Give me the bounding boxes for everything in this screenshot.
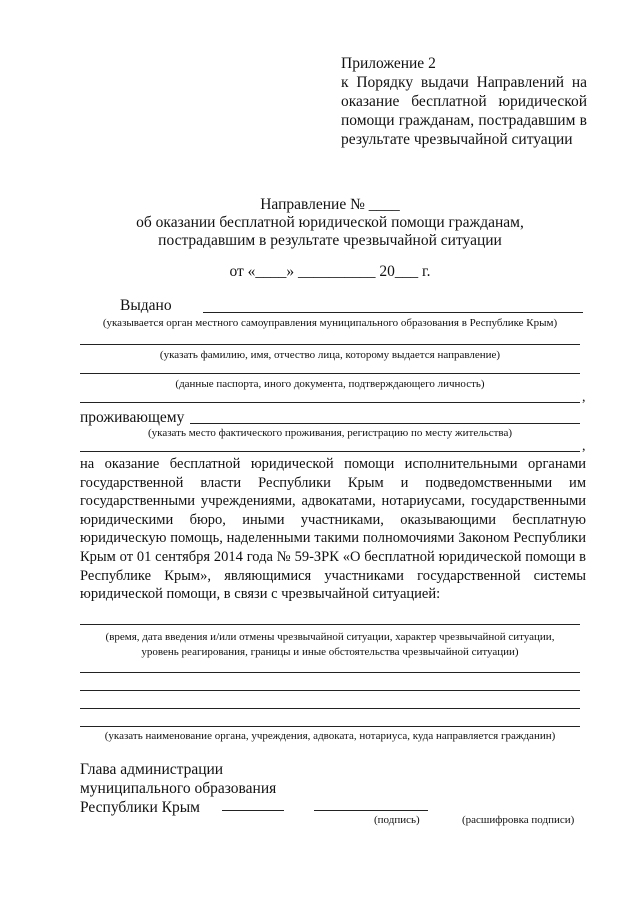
passport-caption: (данные паспорта, иного документа, подтверждающего личность) [175, 378, 485, 390]
residence-caption: (указать место фактического проживания, регистрацию по месту жительства) [147, 427, 512, 439]
main-paragraph: на оказание бесплатной юридической помощи исполнительными органами государственной власти Республики Крым и подведомственными им государственными учреждениями, адвокатами, нотариусами, государственными юридическими бюро, иными участниками, оказывающими бесплатную юридическую помощь, наделенными такими полномочиями Законом Республики Крым от 01 сентября 2014 года № 59-ЗРК «О бесплатной юридической помощи в Республике Крым», являющимися участниками государственной системы юридической помощи, в связи с чрезвычайной ситуацией: [80, 456, 586, 603]
target-line [80, 726, 580, 727]
blank-line-2 [80, 690, 580, 691]
signature-block [80, 760, 276, 817]
residence-line-2 [80, 451, 580, 452]
annex-block [341, 54, 587, 149]
signature-caption: (подпись) [374, 814, 420, 826]
blank-line-3 [80, 708, 580, 709]
comma-1: , [582, 390, 586, 405]
date-line: от «____» __________ 20___ г. [229, 263, 431, 280]
emergency-line [80, 624, 580, 625]
emergency-caption-1: (время, дата введения и/или отмены чрезвычайной ситуации, характер чрезвычайной ситуации, [105, 631, 555, 643]
annex-body: к Порядку выдачи Направлений на оказание бесплатной юридической помощи гражданам, пострадавшим в результате чрезвычайной ситуации [341, 74, 587, 148]
passport-line-2 [80, 402, 580, 403]
document-subtitle-1: об оказании бесплатной юридической помощи гражданам, [136, 214, 524, 231]
annex-title: Приложение 2 [341, 55, 436, 72]
residing-line [190, 423, 580, 424]
signature-title-2: муниципального образования [80, 780, 277, 797]
name-line [80, 344, 580, 345]
signature-title-1: Глава администрации [80, 761, 224, 778]
signature-title-3: Республики Крым [80, 799, 200, 816]
issued-caption: (указывается орган местного самоуправления муниципального образования в Республике Крым) [102, 317, 558, 329]
blank-line-1 [80, 672, 580, 673]
passport-line [80, 373, 580, 374]
name-caption: (указать фамилию, имя, отчество лица, которому выдается направление) [159, 349, 501, 361]
document-subtitle-2: пострадавшим в результате чрезвычайной ситуации [158, 232, 502, 249]
residing-label: проживающему [80, 409, 185, 426]
issued-label: Выдано [120, 297, 172, 314]
issued-line [203, 312, 583, 313]
document-title: Направление № ____ [260, 196, 400, 213]
emergency-caption-2: уровень реагирования, границы и иные обстоятельства чрезвычайной ситуации) [141, 646, 519, 658]
signature-line [222, 810, 284, 811]
target-caption: (указать наименование органа, учреждения, адвоката, нотариуса, куда направляется гражданин) [104, 730, 556, 742]
decode-caption: (расшифровка подписи) [462, 814, 575, 826]
comma-2: , [582, 439, 586, 454]
